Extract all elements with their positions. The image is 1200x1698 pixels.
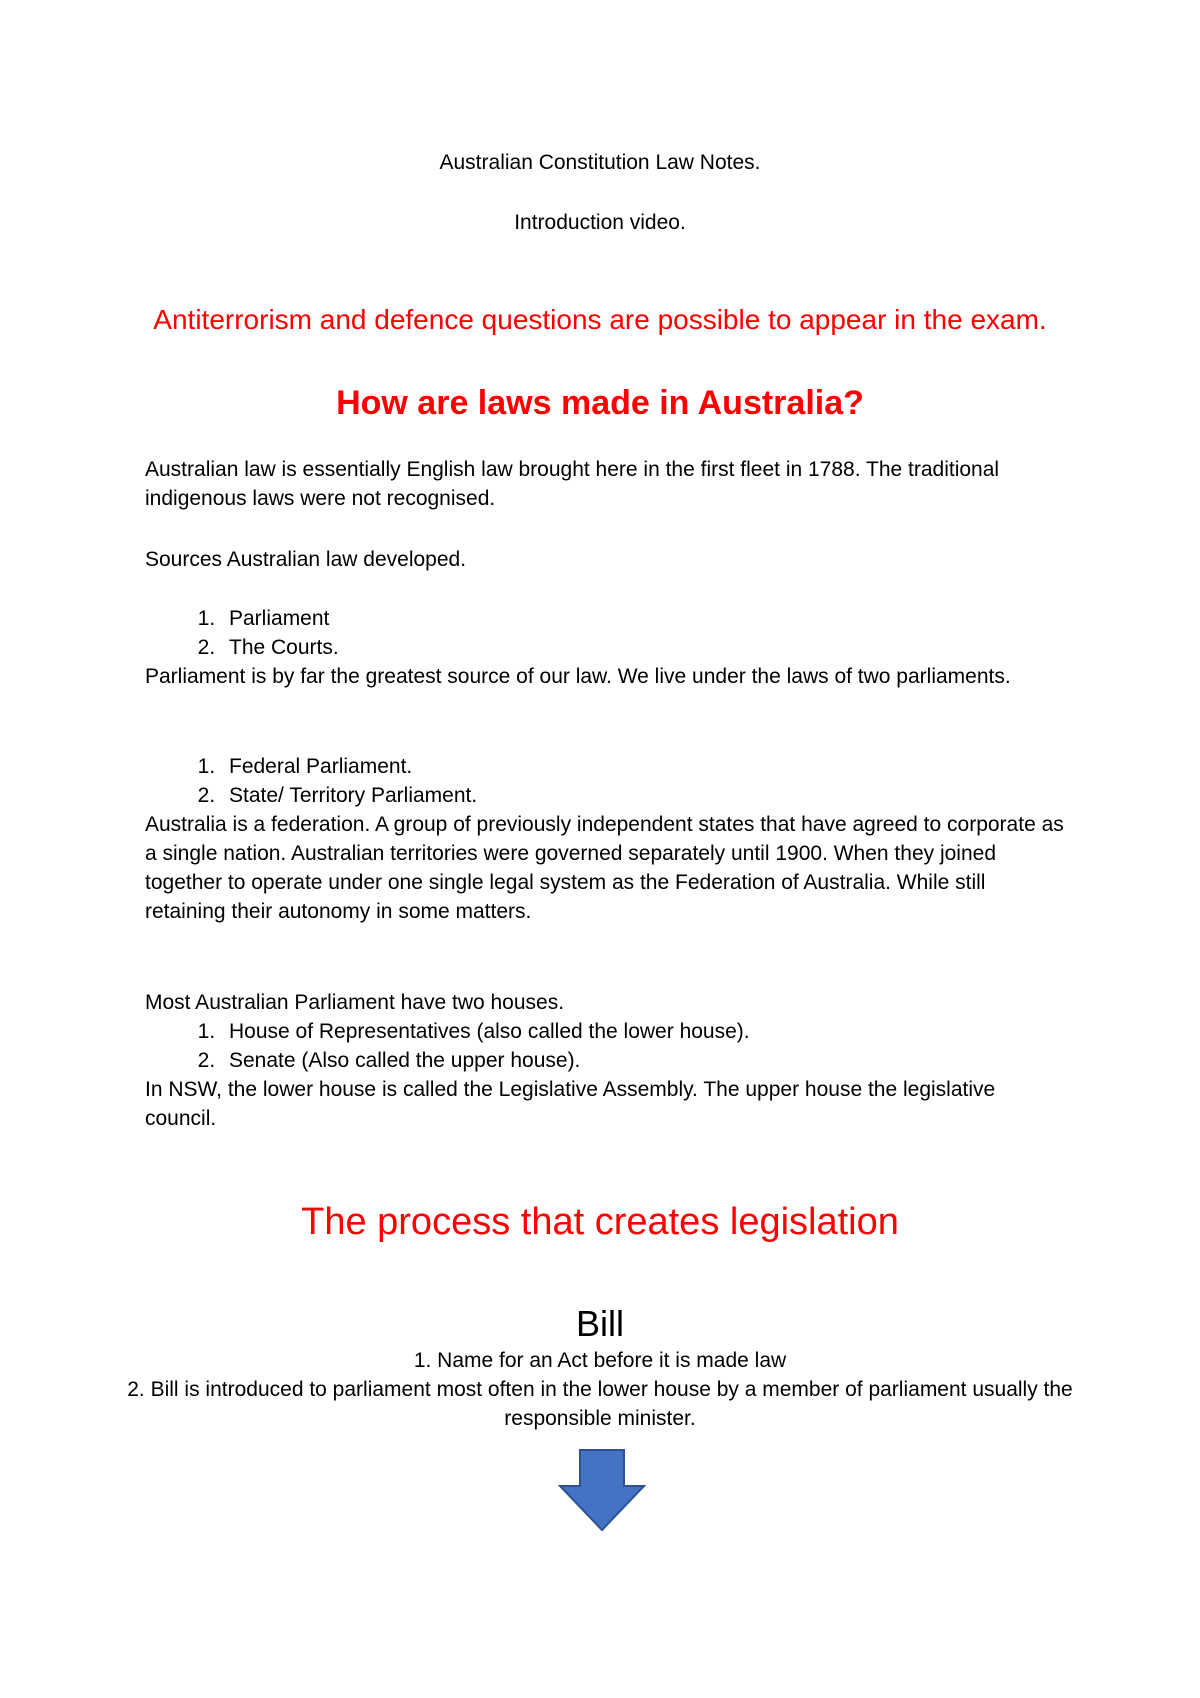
list-item: 2. The Courts. [221, 633, 1065, 662]
houses-block [145, 988, 1065, 1133]
intro-paragraph [145, 455, 1065, 513]
bill-line-2: 2. Bill is introduced to parliament most often in the lower house by a member of parliament usually the responsible minister. [127, 1378, 1073, 1430]
down-arrow-icon [558, 1448, 648, 1534]
section-heading-process: The process that creates legislation [301, 1201, 899, 1243]
bill-description [100, 1346, 1100, 1433]
intro-text: Australian law is essentially English law brought here in the first fleet in 1788. The traditional indigenous laws were not recognised. [145, 458, 1000, 510]
arrow-shape [560, 1450, 644, 1530]
document-title: Australian Constitution Law Notes. [439, 151, 761, 174]
houses-list [145, 1017, 1065, 1075]
nsw-paragraph: In NSW, the lower house is called the Legislative Assembly. The upper house the legislative council. [145, 1078, 996, 1130]
parliament-paragraph: Parliament is by far the greatest source of our law. We live under the laws of two parliaments. [145, 665, 1011, 688]
list-item: 1. Federal Parliament. [221, 752, 1065, 781]
sources-block [145, 604, 1065, 691]
list-item: 2. Senate (Also called the upper house). [221, 1046, 1065, 1075]
sources-label: Sources Australian law developed. [145, 548, 467, 571]
federation-paragraph: Australia is a federation. A group of previously independent states that have agreed to corporate as a single nation. Australian territories were governed separately until 1900. When they joined together to operate under one single legal system as the Federation of Australia. While still retaining their autonomy in some matters. [145, 813, 1064, 923]
list-item: 1. Parliament [221, 604, 1065, 633]
houses-label: Most Australian Parliament have two houses. [145, 991, 565, 1014]
section-heading-laws: How are laws made in Australia? [336, 384, 864, 422]
parliaments-list [145, 752, 1065, 810]
document-subtitle: Introduction video. [514, 211, 686, 234]
parliaments-block [145, 752, 1065, 926]
list-item: 1. House of Representatives (also called the lower house). [221, 1017, 1065, 1046]
bill-line-1: 1. Name for an Act before it is made law [413, 1349, 787, 1372]
sources-list [145, 604, 1065, 662]
list-item: 2. State/ Territory Parliament. [221, 781, 1065, 810]
exam-notice: Antiterrorism and defence questions are possible to appear in the exam. [153, 304, 1047, 335]
bill-title: Bill [575, 1303, 624, 1344]
